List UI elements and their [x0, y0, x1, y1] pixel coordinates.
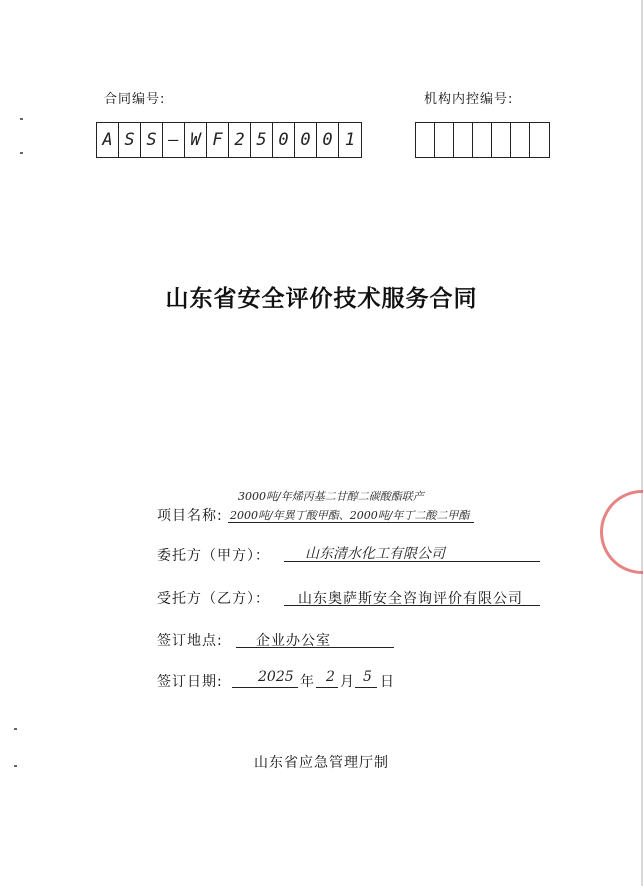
- contract-number-char: 5: [251, 123, 273, 157]
- date-month-unit: 月: [340, 674, 355, 690]
- date-year-unit: 年: [300, 674, 315, 690]
- scan-mark: [20, 118, 23, 120]
- project-name-line2: 2000吨/年異丁酸甲酯、2000吨/年丁二酸二甲酯: [230, 509, 470, 522]
- contractor-value: 山东奥萨斯安全咨询评价有限公司: [298, 591, 523, 607]
- date-month-underline: [316, 687, 338, 688]
- contract-number-char: S: [119, 123, 141, 157]
- internal-number-box: [473, 123, 492, 157]
- contractor-label: 受托方（乙方）：: [157, 591, 270, 607]
- internal-number-label: 机构内控编号:: [424, 92, 514, 107]
- date-year-underline: [232, 687, 298, 688]
- internal-number-box: [435, 123, 454, 157]
- internal-number-boxes: [415, 122, 550, 158]
- scan-mark: [20, 152, 23, 154]
- contract-number-char: 0: [295, 123, 317, 157]
- date-year: 2025: [258, 669, 294, 685]
- contract-number-char: F: [207, 123, 229, 157]
- internal-number-box: [454, 123, 473, 157]
- place-label: 签订地点:: [157, 633, 223, 649]
- date-day-underline: [355, 687, 377, 688]
- project-name-line1: 3000吨/年烯丙基二甘醇二碳酸酯联产: [238, 490, 424, 503]
- internal-number-box: [530, 123, 549, 157]
- project-name-label: 项目名称:: [157, 508, 223, 524]
- contract-number-char: A: [97, 123, 119, 157]
- contract-number-boxes: [96, 122, 362, 158]
- scan-mark: [14, 728, 17, 730]
- contract-number-char: S: [141, 123, 163, 157]
- contract-number-label: 合同编号:: [104, 92, 166, 107]
- client-underline: [284, 561, 540, 562]
- document-title: 山东省安全评价技术服务合同: [165, 285, 478, 312]
- contract-number-char: 2: [229, 123, 251, 157]
- internal-number-box: [492, 123, 511, 157]
- contract-number-char: 1: [344, 130, 356, 150]
- date-day: 5: [363, 669, 372, 685]
- internal-number-box: [511, 123, 530, 157]
- issuer-footer: 山东省应急管理厅制: [254, 755, 389, 771]
- company-seal: [600, 490, 643, 574]
- client-value: 山东清水化工有限公司: [305, 546, 445, 562]
- place-underline: [236, 647, 394, 648]
- contractor-underline: [284, 605, 540, 606]
- place-value: 企业办公室: [256, 633, 331, 649]
- contract-number-char: W: [185, 123, 207, 157]
- contract-number-char: 0: [317, 123, 339, 157]
- date-label: 签订日期:: [157, 674, 223, 690]
- internal-number-box: [416, 123, 435, 157]
- client-label: 委托方（甲方）：: [157, 548, 270, 564]
- date-day-unit: 日: [380, 674, 395, 690]
- date-month: 2: [326, 669, 335, 685]
- contract-number-char: 0: [273, 123, 295, 157]
- contract-number-char: —: [163, 123, 185, 157]
- project-name-underline: [228, 522, 474, 523]
